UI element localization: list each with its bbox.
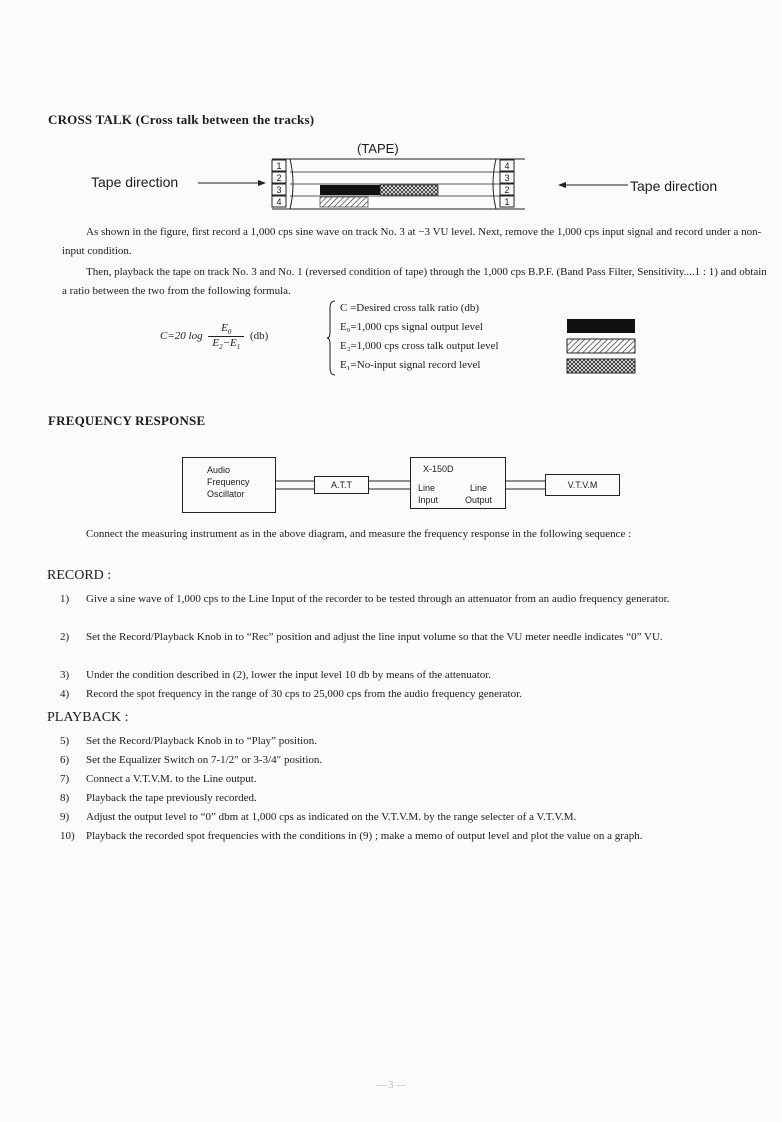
line-output-text: Output	[465, 495, 493, 505]
crosstalk-formula	[160, 322, 268, 351]
item-text: Set the Record/Playback Knob in to “Play” position.	[86, 735, 317, 747]
track-number: 2	[504, 185, 510, 195]
item-number: 6)	[60, 754, 70, 766]
swatch-hatch	[567, 339, 635, 353]
formula-denominator-sub2: 1	[236, 343, 241, 352]
playback-heading: PLAYBACK :	[47, 710, 129, 725]
oscillator-label: Audio	[207, 465, 231, 475]
signal-record-black	[320, 185, 380, 195]
list-item	[60, 789, 765, 808]
swatch-black	[567, 319, 635, 333]
item-number: 2)	[60, 631, 70, 643]
item-text: Give a sine wave of 1,000 cps to the Line Input of the recorder to be tested through an attenuator from an audio frequency generator.	[86, 593, 670, 605]
legend-item: E₀=1,000 cps signal output level	[340, 321, 483, 333]
item-text: Record the spot frequency in the range of 30 cps to 25,000 cps from the audio frequency generator.	[86, 688, 522, 700]
item-text: Under the condition described in (2), lower the input level 10 db by means of the attenuator.	[86, 669, 492, 681]
item-text: Playback the recorded spot frequencies with the conditions in (9) ; make a memo of output level and plot the value on a graph.	[86, 830, 643, 842]
oscillator-label: Frequency	[207, 477, 250, 487]
formula-denominator-sub1: 2	[219, 343, 223, 352]
legend-swatches	[566, 318, 638, 374]
track-number: 3	[276, 185, 282, 195]
item-number: 9)	[60, 811, 70, 823]
recorder-model: X-150D	[423, 464, 454, 474]
record-heading: RECORD :	[47, 568, 112, 583]
item-number: 5)	[60, 735, 70, 747]
line-input-text: Input	[418, 495, 439, 505]
legend-item: E₁=No-input signal record level	[340, 359, 481, 371]
formula-lhs: C=20 log	[160, 330, 203, 343]
tape-direction-left: Tape direction	[91, 174, 179, 190]
swatch-crosshatch	[567, 359, 635, 373]
list-item	[60, 666, 765, 685]
formula-unit: (db)	[249, 330, 269, 343]
item-text: Adjust the output level to “0” dbm at 1,000 cps as indicated on the V.T.V.M. by the range selecter of a V.T.V.M.	[86, 811, 577, 823]
item-text: Playback the tape previously recorded.	[86, 792, 257, 804]
crosstalk-heading: CROSS TALK (Cross talk between the tracks)	[48, 112, 315, 127]
vtvm-label: V.T.V.M	[567, 480, 598, 490]
formula-minus: −E	[222, 337, 237, 350]
legend-item: E₂=1,000 cps cross talk output level	[340, 340, 499, 352]
item-text: Connect a V.T.V.M. to the Line output.	[86, 773, 257, 785]
item-number: 8)	[60, 792, 70, 804]
line-output-text: Line	[470, 483, 488, 493]
list-item	[60, 590, 765, 609]
track-number: 3	[504, 173, 510, 183]
item-number: 1)	[60, 593, 70, 605]
list-item	[60, 732, 765, 751]
line-input-text: Line	[418, 483, 436, 493]
non-input-record-crosshatch	[380, 185, 438, 195]
item-number: 10)	[60, 830, 75, 842]
page-number: — 3 —	[376, 1080, 406, 1091]
item-number: 3)	[60, 669, 70, 681]
list-item	[60, 628, 765, 647]
formula-denominator: E	[212, 337, 220, 350]
formula-numerator-sub: 0	[227, 328, 232, 337]
vtvm-box	[545, 474, 620, 496]
crosstalk-paragraph-1: As shown in the figure, first record a 1,000 cps sine wave on track No. 3 at −3 VU level. Next, remove the 1,000 cps input signal and record under a non-input condition.	[62, 226, 762, 257]
list-item	[60, 770, 765, 789]
oscillator-box	[182, 457, 276, 513]
freq-heading: FREQUENCY RESPONSE	[48, 413, 206, 428]
recorder-box	[410, 457, 506, 509]
left-track-numbers	[272, 160, 286, 208]
list-item	[60, 827, 765, 846]
tape-lines	[272, 159, 525, 209]
attenuator-box	[314, 476, 369, 494]
item-number: 4)	[60, 688, 70, 700]
line-input-label	[418, 482, 438, 506]
list-item	[60, 751, 765, 770]
direction-arrow-left-icon	[558, 182, 628, 188]
legend-brace	[327, 300, 337, 376]
track-number: 4	[276, 197, 282, 207]
oscillator-label: Oscillator	[207, 489, 245, 499]
item-text: Set the Record/Playback Knob in to “Rec” position and adjust the line input volume so that the VU meter needle indicates “0” VU.	[86, 631, 663, 643]
tape-direction-right: Tape direction	[630, 178, 718, 194]
track-number: 4	[504, 161, 510, 171]
list-item	[60, 808, 765, 827]
freq-intro: Connect the measuring instrument as in the above diagram, and measure the frequency response in the following sequence :	[86, 528, 632, 540]
track-number: 1	[504, 197, 510, 207]
list-item	[60, 685, 765, 704]
item-number: 7)	[60, 773, 70, 785]
track-number: 2	[276, 173, 282, 183]
legend-item: C =Desired cross talk ratio (db)	[340, 302, 480, 314]
tape-label: (TAPE)	[357, 141, 399, 156]
legend-list	[340, 299, 499, 375]
tape-track-diagram	[0, 150, 782, 215]
connection-lines	[0, 455, 782, 515]
crosstalk-paragraph-2: Then, playback the tape on track No. 3 and No. 1 (reversed condition of tape) through the 1,000 cps B.P.F. (Band Pass Filter, Sensitivity....1 : 1) and obtain a ratio between the two from the following formula.	[62, 266, 767, 297]
direction-arrow-right-icon	[198, 180, 266, 186]
track-number: 1	[276, 161, 282, 171]
formula-numerator: E	[221, 322, 228, 334]
line-output-label	[465, 482, 492, 506]
attenuator-label: A.T.T	[330, 480, 352, 490]
crosstalk-region-hatch	[320, 197, 368, 207]
right-track-numbers	[500, 160, 514, 208]
item-text: Set the Equalizer Switch on 7-1/2″ or 3-3/4″ position.	[86, 754, 323, 766]
